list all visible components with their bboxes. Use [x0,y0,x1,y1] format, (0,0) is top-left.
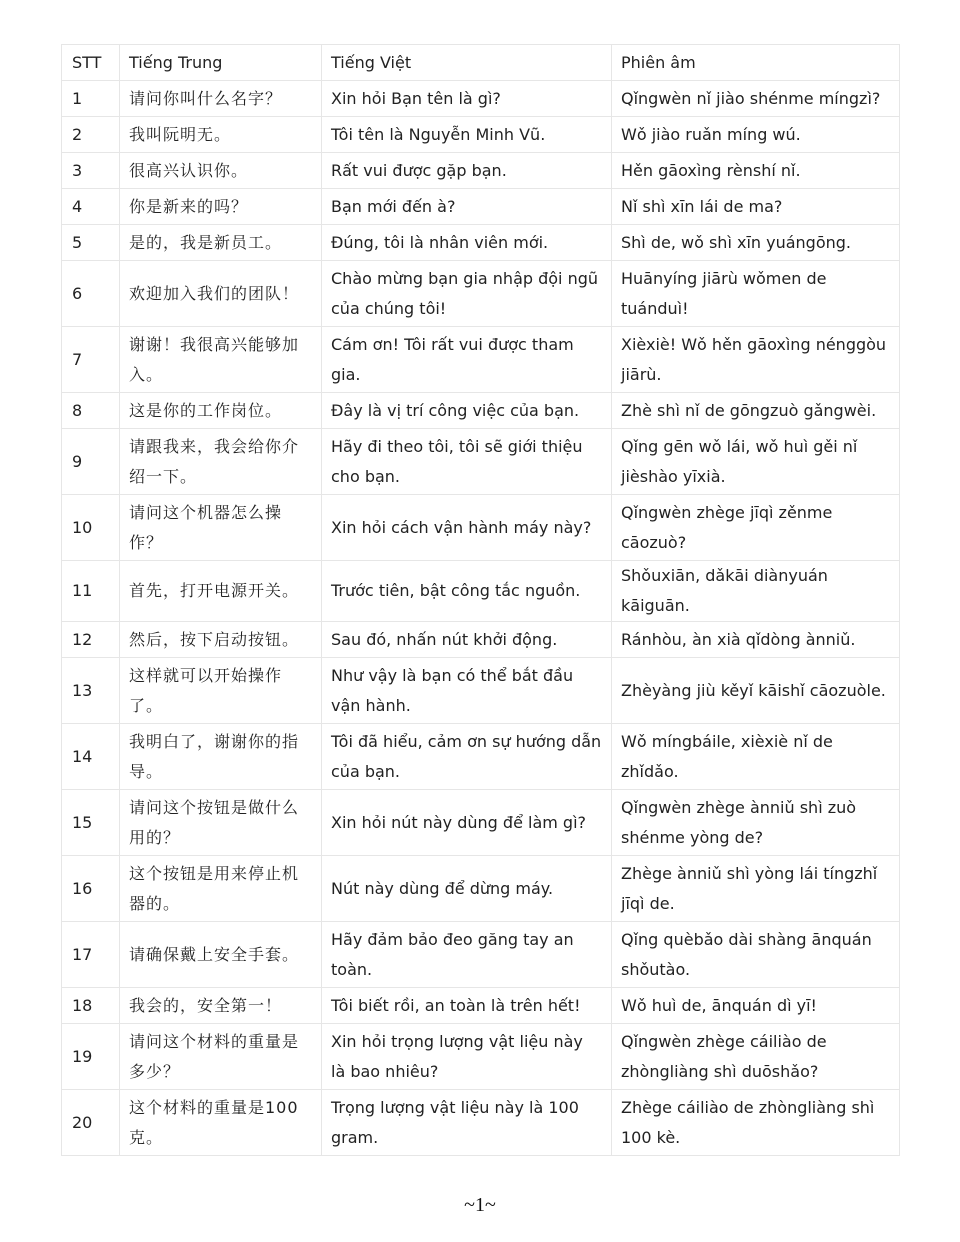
cell-pinyin: Zhège cáiliào de zhòngliàng shì 100 kè. [612,1090,900,1156]
cell-stt: 10 [62,495,120,561]
cell-vietnamese: Rất vui được gặp bạn. [322,153,612,189]
table-row [62,327,900,393]
cell-stt: 5 [62,225,120,261]
cell-pinyin: Ránhòu, àn xià qǐdòng ànniǔ. [612,622,900,658]
cell-pinyin: Hěn gāoxìng rènshí nǐ. [612,153,900,189]
table-row [62,117,900,153]
cell-vietnamese: Nút này dùng để dừng máy. [322,856,612,922]
table-row [62,1090,900,1156]
table-row [62,790,900,856]
cell-vietnamese: Cám ơn! Tôi rất vui được tham gia. [322,327,612,393]
cell-pinyin: Qǐng quèbǎo dài shàng ānquán shǒutào. [612,922,900,988]
cell-chinese: 我会的，安全第一！ [120,988,322,1024]
cell-pinyin: Qǐng gēn wǒ lái, wǒ huì gěi nǐ jièshào yīxià. [612,429,900,495]
cell-pinyin: Huānyíng jiārù wǒmen de tuánduì! [612,261,900,327]
cell-pinyin: Qǐngwèn nǐ jiào shénme míngzì? [612,81,900,117]
table-row [62,658,900,724]
table-row [62,393,900,429]
table-row [62,81,900,117]
cell-chinese: 请问你叫什么名字？ [120,81,322,117]
cell-vietnamese: Đây là vị trí công việc của bạn. [322,393,612,429]
cell-vietnamese: Xin hỏi trọng lượng vật liệu này là bao nhiêu? [322,1024,612,1090]
cell-stt: 14 [62,724,120,790]
cell-chinese: 你是新来的吗？ [120,189,322,225]
cell-vietnamese: Đúng, tôi là nhân viên mới. [322,225,612,261]
cell-vietnamese: Hãy đi theo tôi, tôi sẽ giới thiệu cho bạn. [322,429,612,495]
table-row [62,225,900,261]
cell-chinese: 首先，打开电源开关。 [120,561,322,622]
cell-chinese: 欢迎加入我们的团队！ [120,261,322,327]
header-stt: STT [62,45,120,81]
table-row [62,561,900,622]
cell-pinyin: Wǒ jiào ruǎn míng wú. [612,117,900,153]
cell-vietnamese: Xin hỏi nút này dùng để làm gì? [322,790,612,856]
cell-vietnamese: Hãy đảm bảo đeo găng tay an toàn. [322,922,612,988]
cell-pinyin: Zhèyàng jiù kěyǐ kāishǐ cāozuòle. [612,658,900,724]
table-row [62,261,900,327]
cell-stt: 3 [62,153,120,189]
cell-stt: 16 [62,856,120,922]
cell-chinese: 谢谢！我很高兴能够加入。 [120,327,322,393]
table-row [62,724,900,790]
cell-vietnamese: Tôi tên là Nguyễn Minh Vũ. [322,117,612,153]
cell-chinese: 这个材料的重量是100克。 [120,1090,322,1156]
cell-chinese: 请问这个材料的重量是多少？ [120,1024,322,1090]
cell-vietnamese: Trước tiên, bật công tắc nguồn. [322,561,612,622]
table-row [62,153,900,189]
table-row [62,856,900,922]
cell-chinese: 我叫阮明无。 [120,117,322,153]
cell-pinyin: Wǒ míngbáile, xièxiè nǐ de zhǐdǎo. [612,724,900,790]
cell-vietnamese: Trọng lượng vật liệu này là 100 gram. [322,1090,612,1156]
header-chinese: Tiếng Trung [120,45,322,81]
cell-chinese: 很高兴认识你。 [120,153,322,189]
page-number: ~1~ [464,1194,496,1216]
cell-pinyin: Shì de, wǒ shì xīn yuángōng. [612,225,900,261]
cell-pinyin: Qǐngwèn zhège cáiliào de zhòngliàng shì duōshǎo? [612,1024,900,1090]
cell-stt: 1 [62,81,120,117]
table-row [62,189,900,225]
cell-vietnamese: Sau đó, nhấn nút khởi động. [322,622,612,658]
cell-chinese: 请问这个按钮是做什么用的？ [120,790,322,856]
cell-pinyin: Zhège ànniǔ shì yòng lái tíngzhǐ jīqì de. [612,856,900,922]
table-row [62,988,900,1024]
header-pinyin: Phiên âm [612,45,900,81]
cell-stt: 13 [62,658,120,724]
cell-vietnamese: Như vậy là bạn có thể bắt đầu vận hành. [322,658,612,724]
cell-chinese: 请跟我来，我会给你介绍一下。 [120,429,322,495]
cell-stt: 20 [62,1090,120,1156]
table-row [62,495,900,561]
document-page [61,44,899,1156]
cell-chinese: 这样就可以开始操作了。 [120,658,322,724]
vocabulary-table [61,44,900,1156]
table-header-row [62,45,900,81]
header-vietnamese: Tiếng Việt [322,45,612,81]
table-row [62,1024,900,1090]
cell-pinyin: Shǒuxiān, dǎkāi diànyuán kāiguān. [612,561,900,622]
cell-stt: 15 [62,790,120,856]
table-row [62,922,900,988]
cell-stt: 7 [62,327,120,393]
cell-pinyin: Qǐngwèn zhège jīqì zěnme cāozuò? [612,495,900,561]
cell-stt: 19 [62,1024,120,1090]
cell-vietnamese: Bạn mới đến à? [322,189,612,225]
cell-pinyin: Nǐ shì xīn lái de ma? [612,189,900,225]
cell-vietnamese: Xin hỏi cách vận hành máy này? [322,495,612,561]
cell-chinese: 这是你的工作岗位。 [120,393,322,429]
cell-chinese: 请确保戴上安全手套。 [120,922,322,988]
cell-stt: 2 [62,117,120,153]
cell-stt: 4 [62,189,120,225]
cell-stt: 6 [62,261,120,327]
cell-vietnamese: Tôi biết rồi, an toàn là trên hết! [322,988,612,1024]
cell-vietnamese: Tôi đã hiểu, cảm ơn sự hướng dẫn của bạn. [322,724,612,790]
cell-pinyin: Xièxiè! Wǒ hěn gāoxìng nénggòu jiārù. [612,327,900,393]
cell-pinyin: Wǒ huì de, ānquán dì yī! [612,988,900,1024]
cell-chinese: 我明白了，谢谢你的指导。 [120,724,322,790]
cell-stt: 17 [62,922,120,988]
cell-pinyin: Qǐngwèn zhège ànniǔ shì zuò shénme yòng de? [612,790,900,856]
cell-stt: 18 [62,988,120,1024]
cell-pinyin: Zhè shì nǐ de gōngzuò gǎngwèi. [612,393,900,429]
cell-chinese: 这个按钮是用来停止机器的。 [120,856,322,922]
cell-stt: 11 [62,561,120,622]
cell-chinese: 然后，按下启动按钮。 [120,622,322,658]
cell-stt: 8 [62,393,120,429]
table-row [62,622,900,658]
cell-stt: 9 [62,429,120,495]
table-row [62,429,900,495]
cell-chinese: 请问这个机器怎么操作？ [120,495,322,561]
cell-chinese: 是的，我是新员工。 [120,225,322,261]
cell-vietnamese: Xin hỏi Bạn tên là gì? [322,81,612,117]
cell-stt: 12 [62,622,120,658]
cell-vietnamese: Chào mừng bạn gia nhập đội ngũ của chúng tôi! [322,261,612,327]
